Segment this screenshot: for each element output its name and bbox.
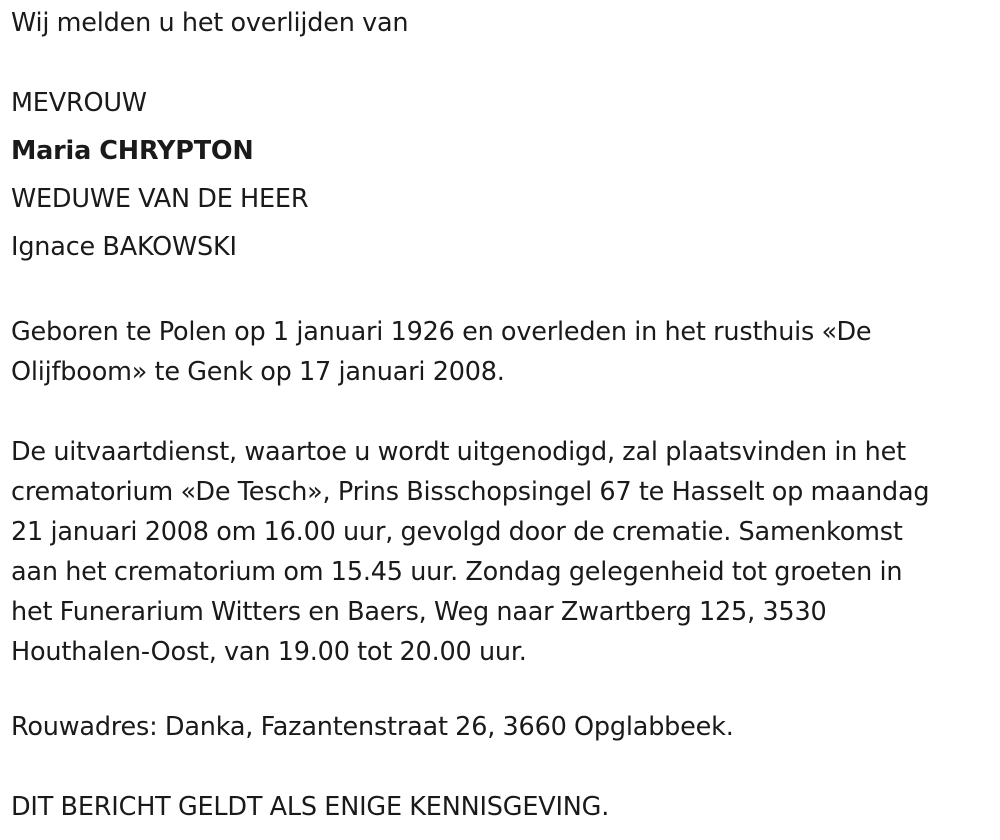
paragraph-line: De uitvaartdienst, waartoe u wordt uitgenodigd, zal plaatsvinden in het bbox=[11, 437, 906, 467]
paragraph-line: 21 januari 2008 om 16.00 uur, gevolgd door de crematie. Samenkomst bbox=[11, 517, 903, 547]
paragraph-line: Geboren te Polen op 1 januari 1926 en overleden in het rusthuis «De bbox=[11, 317, 872, 347]
deceased-name: Maria CHRYPTON bbox=[11, 136, 254, 166]
birth-death-paragraph bbox=[11, 312, 871, 392]
paragraph-line: crematorium «De Tesch», Prins Bisschopsingel 67 te Hasselt op maandag bbox=[11, 477, 930, 507]
widow-of-label: WEDUWE VAN DE HEER bbox=[11, 184, 309, 214]
spouse-name: Ignace BAKOWSKI bbox=[11, 232, 237, 262]
paragraph-line: Houthalen-Oost, van 19.00 tot 20.00 uur. bbox=[11, 637, 527, 667]
honorific: MEVROUW bbox=[11, 88, 147, 118]
closing-statement: DIT BERICHT GELDT ALS ENIGE KENNISGEVING. bbox=[11, 792, 610, 822]
paragraph-line: aan het crematorium om 15.45 uur. Zondag gelegenheid tot groeten in bbox=[11, 557, 903, 587]
mourning-address: Rouwadres: Danka, Fazantenstraat 26, 3660 Opglabbeek. bbox=[11, 712, 734, 742]
paragraph-line: Olijfboom» te Genk op 17 januari 2008. bbox=[11, 357, 505, 387]
funeral-paragraph bbox=[11, 432, 929, 672]
intro-text: Wij melden u het overlijden van bbox=[11, 8, 409, 38]
paragraph-line: het Funerarium Witters en Baers, Weg naar Zwartberg 125, 3530 bbox=[11, 597, 827, 627]
